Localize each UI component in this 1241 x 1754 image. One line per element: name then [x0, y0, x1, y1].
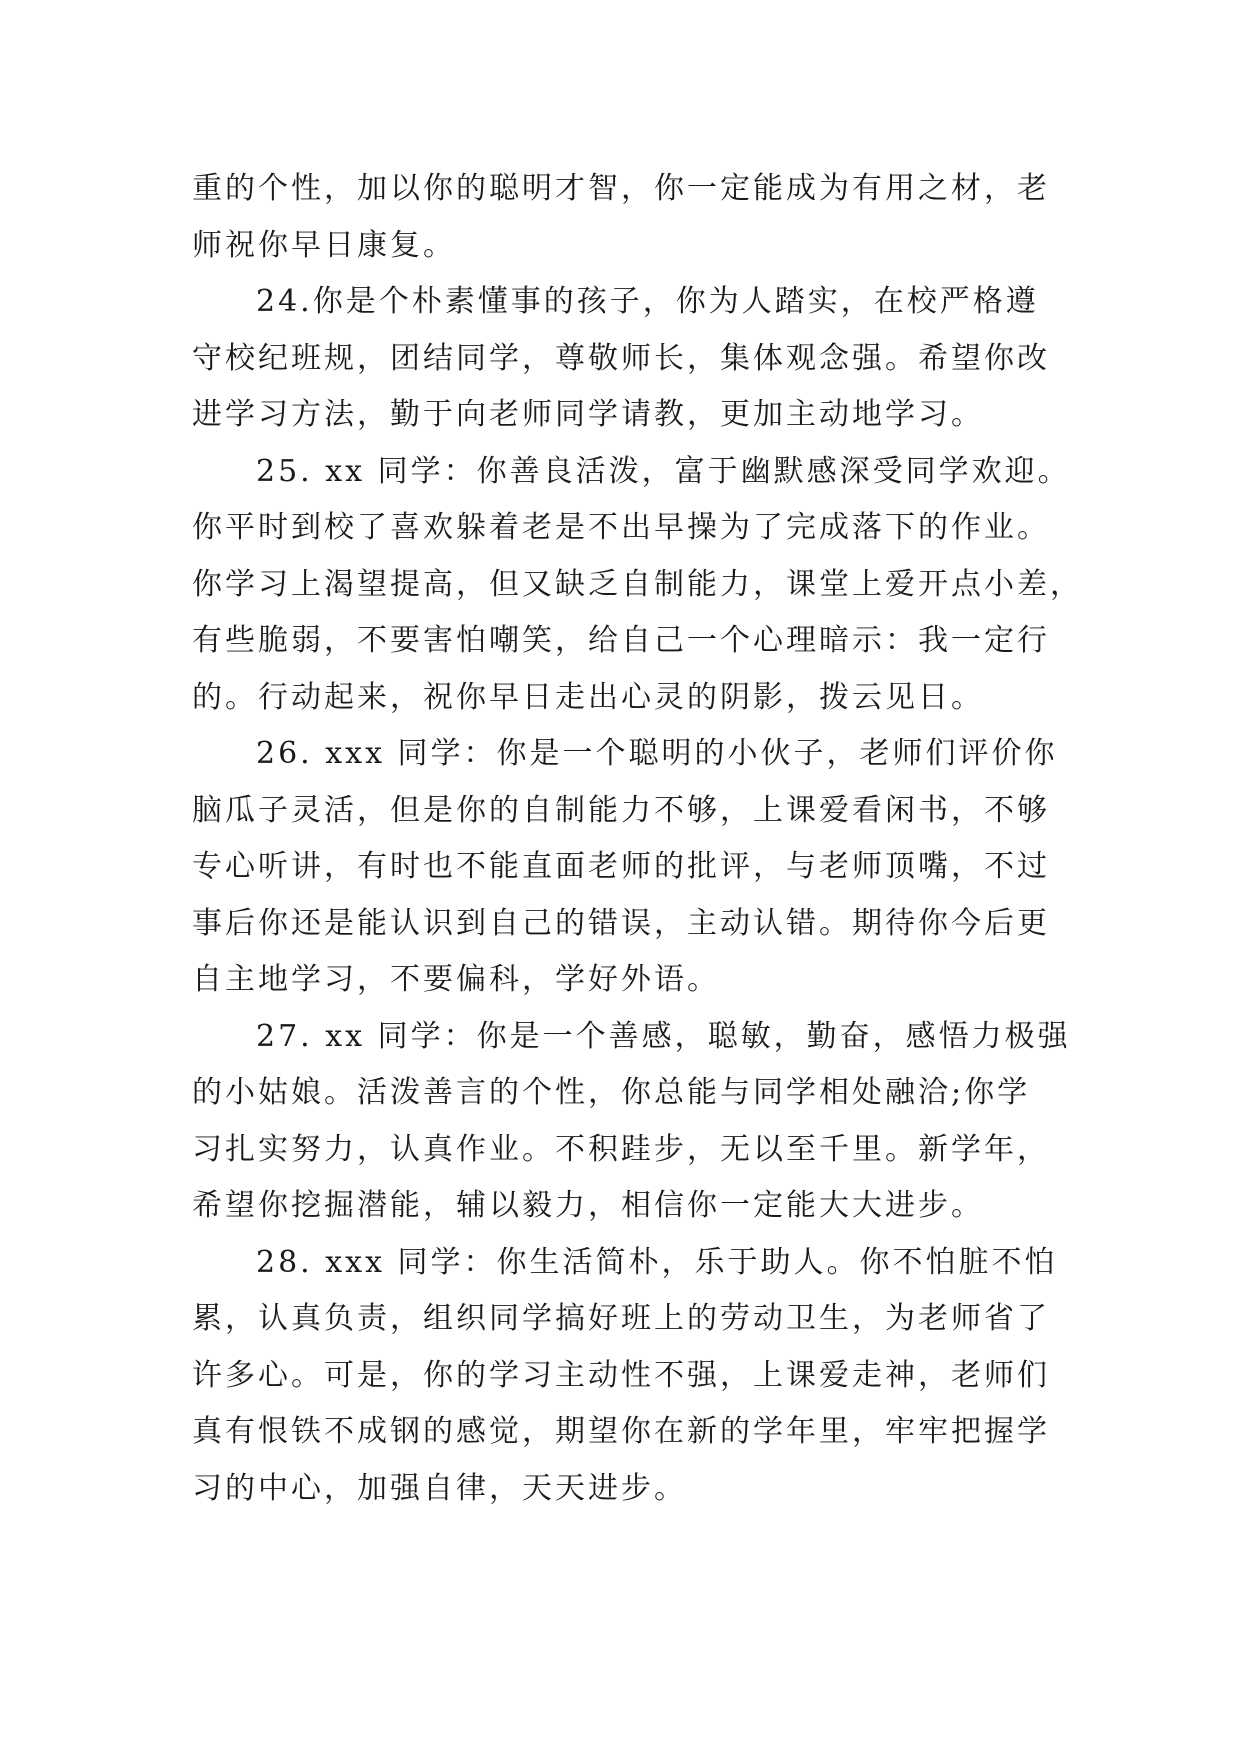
text-line: 真有恨铁不成钢的感觉，期望你在新的学年里，牢牢把握学 — [192, 1414, 1050, 1449]
paragraph-start-line: 24.你是个朴素懂事的孩子，你为人踏实，在校严格遵 — [256, 284, 1039, 319]
text-line: 师祝你早日康复。 — [192, 227, 456, 263]
text-line: 的。行动起来，祝你早日走出心灵的阴影，拨云见日。 — [192, 679, 984, 715]
document-body — [192, 161, 1083, 1517]
text-line: 守校纪班规，团结同学，尊敬师长，集体观念强。希望你改 — [192, 340, 1050, 376]
text-line: 你平时到校了喜欢躲着老是不出早操为了完成落下的作业。 — [192, 510, 1050, 545]
text-line: 习扎实努力，认真作业。不积跬步，无以至千里。新学年， — [192, 1131, 1050, 1167]
text-line: 事后你还是能认识到自己的错误，主动认错。期待你今后更 — [192, 905, 1050, 941]
text-line: 累，认真负责，组织同学搞好班上的劳动卫生，为老师省了 — [192, 1301, 1050, 1336]
paragraph-start-line: 27. xx 同学：你是一个善感，聪敏，勤奋，感悟力极强 — [256, 1018, 1071, 1054]
paragraph-start-line: 28. xxx 同学：你生活简朴，乐于助人。你不怕脏不怕 — [256, 1244, 1058, 1280]
text-line: 有些脆弱，不要害怕嘲笑，给自己一个心理暗示：我一定行 — [192, 623, 1050, 658]
text-line: 希望你挖掘潜能，辅以毅力，相信你一定能大大进步。 — [192, 1188, 984, 1223]
paragraph-start-line: 26. xxx 同学：你是一个聪明的小伙子，老师们评价你 — [256, 736, 1058, 771]
text-line: 专心听讲，有时也不能直面老师的批评，与老师顶嘴，不过 — [192, 849, 1050, 884]
text-line: 你学习上渴望提高，但又缺乏自制能力，课堂上爱开点小差， — [192, 566, 1083, 602]
text-line: 许多心。可是，你的学习主动性不强，上课爱走神，老师们 — [192, 1357, 1050, 1393]
paragraph-start-line: 25. xx 同学：你善良活泼，富于幽默感深受同学欢迎。 — [256, 453, 1071, 489]
text-line: 脑瓜子灵活，但是你的自制能力不够，上课爱看闲书，不够 — [192, 792, 1050, 828]
text-line: 进学习方法，勤于向老师同学请教，更加主动地学习。 — [192, 397, 984, 432]
text-line: 习的中心，加强自律，天天进步。 — [192, 1470, 687, 1506]
text-line: 重的个性，加以你的聪明才智，你一定能成为有用之材，老 — [192, 171, 1050, 206]
text-line: 自主地学习，不要偏科，学好外语。 — [192, 962, 720, 997]
text-line: 的小姑娘。活泼善言的个性，你总能与同学相处融洽;你学 — [192, 1075, 1031, 1110]
